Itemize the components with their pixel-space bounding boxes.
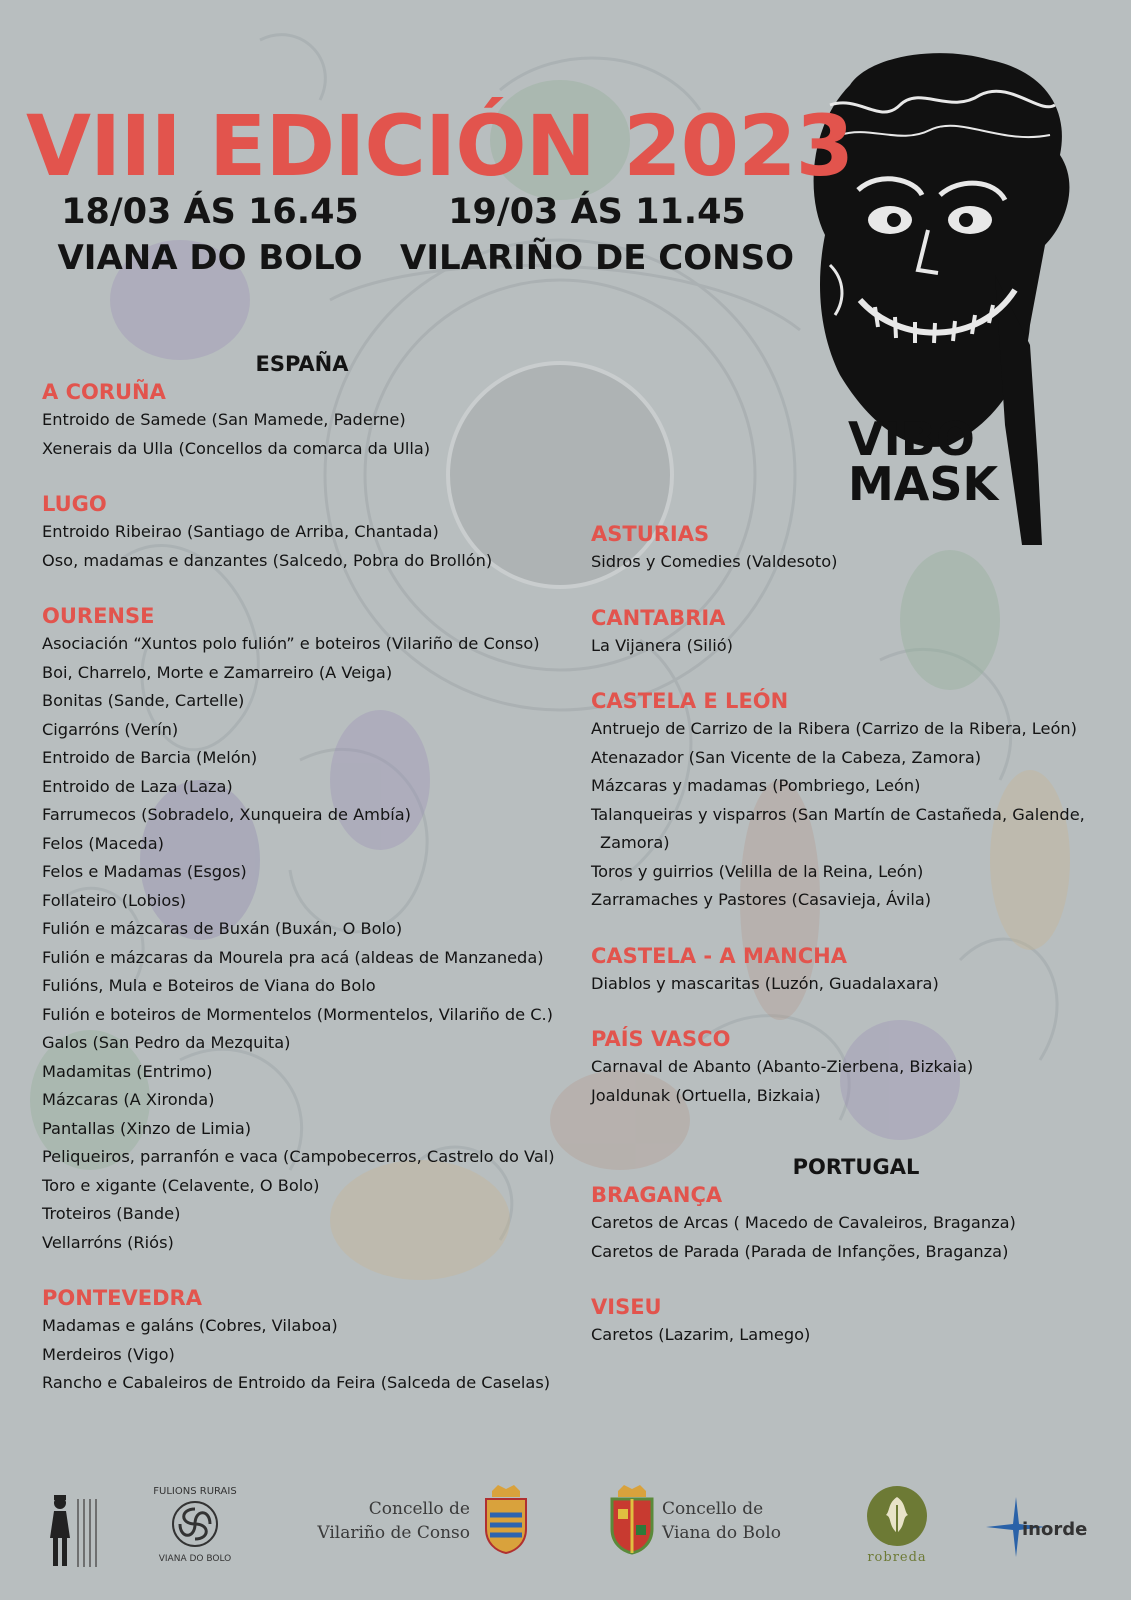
list-item: Galos (San Pedro da Mezquita): [42, 1033, 291, 1052]
region-heading-braganca: BRAGANÇA: [591, 1183, 723, 1207]
list-item: Asociación “Xuntos polo fulión” e boteiros (Vilariño de Conso): [42, 634, 540, 653]
list-item: Merdeiros (Vigo): [42, 1344, 175, 1364]
list-item: Talanqueiras y visparros (San Martín de Castañeda, Galende,: [591, 804, 1085, 824]
sponsor-logos: [0, 1485, 1131, 1595]
fulions-rurais-label: FULIONS RURAIS: [153, 1486, 237, 1497]
mask-logo-line1: VIBO: [848, 412, 975, 466]
participants-left-column: [42, 350, 572, 1398]
list-item: Rancho e Cabaleiros de Entroido da Feira (Salceda de Caselas): [42, 1373, 551, 1392]
swirl-icon: [170, 1499, 220, 1549]
list-item: Mázcaras y madamas (Pombriego, León): [591, 776, 921, 795]
event-date-time: 18/03 ÁS 16.45: [61, 192, 359, 232]
country-heading-portugal: PORTUGAL: [792, 1155, 920, 1179]
list-item: Entroido de Laza (Laza): [42, 776, 233, 796]
list-item: Peliqueiros, parranfón e vaca (Campobecerros, Castrelo do Val): [42, 1147, 555, 1166]
event-location: VIANA DO BOLO: [57, 238, 363, 278]
event-date-time: 19/03 ÁS 11.45: [448, 192, 746, 232]
vilarino-coat-of-arms-icon: [482, 1485, 530, 1555]
region-heading-cantabria: CANTABRIA: [591, 605, 726, 630]
list-item: Diablos y mascaritas (Luzón, Guadalaxara): [591, 973, 939, 993]
robreda-logo: [862, 1485, 932, 1565]
list-item: Caretos (Lazarim, Lamego): [591, 1325, 811, 1344]
list-item: Cigarróns (Verín): [42, 719, 179, 739]
event-viana-do-bolo: [40, 190, 380, 282]
list-item: Caretos de Arcas ( Macedo de Cavaleiros, Braganza): [591, 1213, 1016, 1232]
region-heading-pontevedra: PONTEVEDRA: [42, 1286, 202, 1310]
oak-leaf-icon: [866, 1485, 928, 1547]
region-heading-ourense: OURENSE: [42, 604, 155, 628]
list-item: Fulión e mázcaras de Buxán (Buxán, O Bolo): [42, 919, 403, 938]
list-item: Bonitas (Sande, Cartelle): [42, 691, 245, 710]
region-heading-castela-mancha: CASTELA - A MANCHA: [591, 943, 847, 968]
country-heading-espana: ESPAÑA: [255, 352, 349, 376]
list-item: Felos (Maceda): [42, 833, 164, 853]
list-item: Oso, madamas e danzantes (Salcedo, Pobra do Brollón): [42, 550, 493, 570]
list-item: Pantallas (Xinzo de Limia): [42, 1118, 252, 1138]
concello-vilarino-text: [300, 1497, 470, 1545]
list-item: Fulión e boteiros de Mormentelos (Mormentelos, Vilariño de C.): [42, 1004, 553, 1024]
concello-label: Concello de: [662, 1499, 764, 1519]
list-item: Sidros y Comedies (Valdesoto): [591, 552, 838, 571]
list-item: Caretos de Parada (Parada de Infanções, Braganza): [591, 1241, 1009, 1261]
viana-coat-of-arms-icon: [608, 1485, 656, 1555]
fulions-rurais-logo: [150, 1485, 240, 1580]
list-item: Fulións, Mula e Boteiros de Viana do Bolo: [42, 976, 376, 995]
list-item: Fulión e mázcaras da Mourela pra acá (aldeas de Manzaneda): [42, 947, 544, 967]
region-heading-viseu: VISEU: [591, 1295, 662, 1319]
region-heading-castela-leon: CASTELA E LEÓN: [591, 689, 789, 713]
fulions-rurais-sublabel: VIANA DO BOLO: [158, 1554, 232, 1564]
concello-viana-text: [662, 1497, 832, 1545]
list-item: Troteiros (Bande): [42, 1204, 181, 1223]
inorde-logo: [986, 1497, 1096, 1557]
list-item: Toros y guirrios (Velilla de la Reina, León): [591, 861, 924, 881]
list-item: Vellarróns (Riós): [42, 1232, 174, 1252]
list-item: Mázcaras (A Xironda): [42, 1090, 215, 1109]
list-item: Toro e xigante (Celavente, O Bolo): [42, 1175, 320, 1195]
edition-title: VIII EDICIÓN 2023: [26, 97, 854, 195]
list-item: Joaldunak (Ortuella, Bizkaia): [591, 1085, 821, 1105]
list-item: Atenazador (San Vicente de la Cabeza, Zamora): [591, 747, 982, 767]
list-item: Felos e Madamas (Esgos): [42, 862, 247, 881]
association-figure-logo: [44, 1493, 114, 1573]
region-heading-lugo: LUGO: [42, 492, 107, 516]
concello-name: Viana do Bolo: [662, 1523, 781, 1543]
inorde-label: inorde: [1022, 1519, 1088, 1540]
list-item: Xenerais da Ulla (Concellos da comarca da Ulla): [42, 438, 431, 458]
region-heading-a-coruna: A CORUÑA: [42, 380, 166, 404]
concello-label: Concello de: [368, 1499, 470, 1519]
list-item: Farrumecos (Sobradelo, Xunqueira de Ambía): [42, 805, 411, 824]
event-location: VILARIÑO DE CONSO: [400, 238, 794, 278]
list-item: Follateiro (Lobios): [42, 890, 187, 910]
list-item: Zarramaches y Pastores (Casavieja, Ávila): [591, 890, 932, 909]
list-item: Entroido Ribeirao (Santiago de Arriba, Chantada): [42, 522, 439, 541]
region-heading-asturias: ASTURIAS: [591, 522, 710, 546]
list-item: Madamas e galáns (Cobres, Vilaboa): [42, 1316, 338, 1335]
robreda-label: robreda: [867, 1550, 927, 1565]
event-vilarino-de-conso: [398, 190, 796, 282]
list-item: Entroido de Samede (San Mamede, Paderne): [42, 410, 406, 429]
participants-right-column: [591, 520, 1121, 1350]
list-item: Antruejo de Carrizo de la Ribera (Carrizo de la Ribera, León): [591, 719, 1077, 738]
list-item: La Vijanera (Silió): [591, 635, 733, 655]
mask-logo-line2: MASK: [848, 457, 999, 511]
list-item-continuation: Zamora): [600, 833, 670, 852]
list-item: Carnaval de Abanto (Abanto-Zierbena, Bizkaia): [591, 1057, 974, 1076]
region-heading-pais-vasco: PAÍS VASCO: [591, 1027, 731, 1051]
concello-name: Vilariño de Conso: [317, 1523, 470, 1543]
list-item: Entroido de Barcia (Melón): [42, 748, 258, 767]
list-item: Boi, Charrelo, Morte e Zamarreiro (A Veiga): [42, 662, 393, 682]
list-item: Madamitas (Entrimo): [42, 1061, 213, 1081]
